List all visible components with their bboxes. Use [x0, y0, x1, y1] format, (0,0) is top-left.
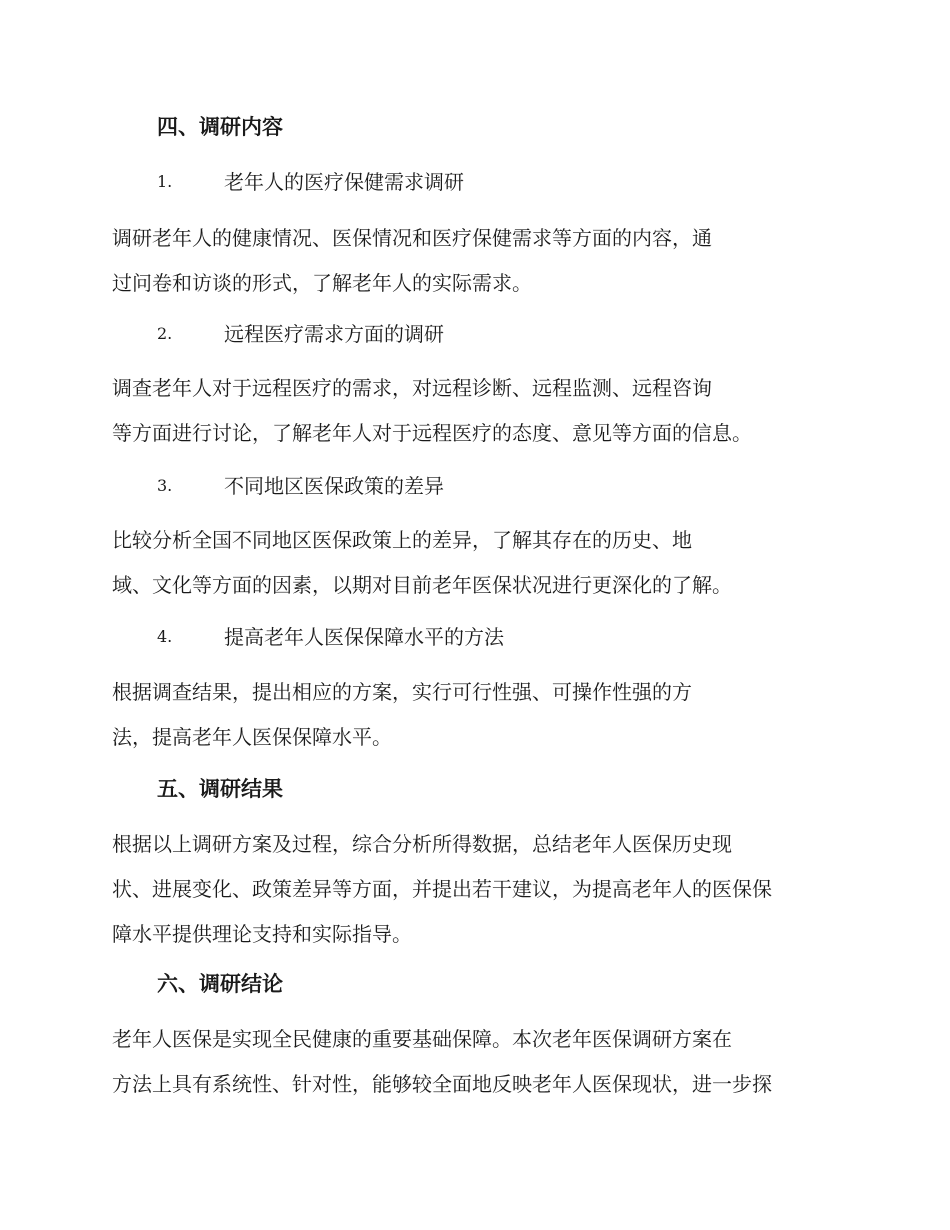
- item-title: 提高老年人医保保障水平的方法: [224, 625, 504, 649]
- section-heading-research-content: 四、调研内容: [157, 114, 283, 139]
- text-line: 老年人医保是实现全民健康的重要基础保障。本次老年医保调研方案在: [112, 1027, 732, 1051]
- text-line: 方法上具有系统性、针对性，能够较全面地反映老年人医保现状，进一步探: [112, 1072, 772, 1096]
- paragraph: [112, 822, 832, 957]
- text-line: 调研老年人的健康情况、医保情况和医疗保健需求等方面的内容，通: [112, 226, 712, 250]
- section-heading-research-results: 五、调研结果: [157, 776, 283, 801]
- text-line: 过问卷和访谈的形式，了解老年人的实际需求。: [112, 271, 532, 295]
- item-number: 1.: [157, 172, 173, 191]
- text-line: 法，提高老年人医保保障水平。: [112, 725, 392, 749]
- item-number: 3.: [157, 476, 173, 495]
- text-line: 状、进展变化、政策差异等方面，并提出若干建议，为提高老年人的医保保: [112, 877, 772, 901]
- item-title: 不同地区医保政策的差异: [224, 474, 444, 498]
- item-number: 2.: [157, 324, 173, 343]
- section-heading-research-conclusion: 六、调研结论: [157, 971, 283, 996]
- paragraph: [112, 518, 832, 608]
- item-number: 4.: [157, 627, 173, 646]
- text-line: 调查老年人对于远程医疗的需求，对远程诊断、远程监测、远程咨询: [112, 376, 712, 400]
- paragraph: [112, 670, 832, 760]
- paragraph: [112, 1017, 832, 1107]
- text-line: 等方面进行讨论，了解老年人对于远程医疗的态度、意见等方面的信息。: [112, 421, 752, 445]
- text-line: 根据调查结果，提出相应的方案，实行可行性强、可操作性强的方: [112, 680, 692, 704]
- item-title: 老年人的医疗保健需求调研: [224, 170, 464, 194]
- paragraph: [112, 216, 832, 306]
- item-title: 远程医疗需求方面的调研: [224, 322, 444, 346]
- text-line: 障水平提供理论支持和实际指导。: [112, 922, 412, 946]
- text-line: 域、文化等方面的因素，以期对目前老年医保状况进行更深化的了解。: [112, 573, 732, 597]
- text-line: 比较分析全国不同地区医保政策上的差异，了解其存在的历史、地: [112, 528, 692, 552]
- text-line: 根据以上调研方案及过程，综合分析所得数据，总结老年人医保历史现: [112, 832, 732, 856]
- paragraph: [112, 366, 832, 456]
